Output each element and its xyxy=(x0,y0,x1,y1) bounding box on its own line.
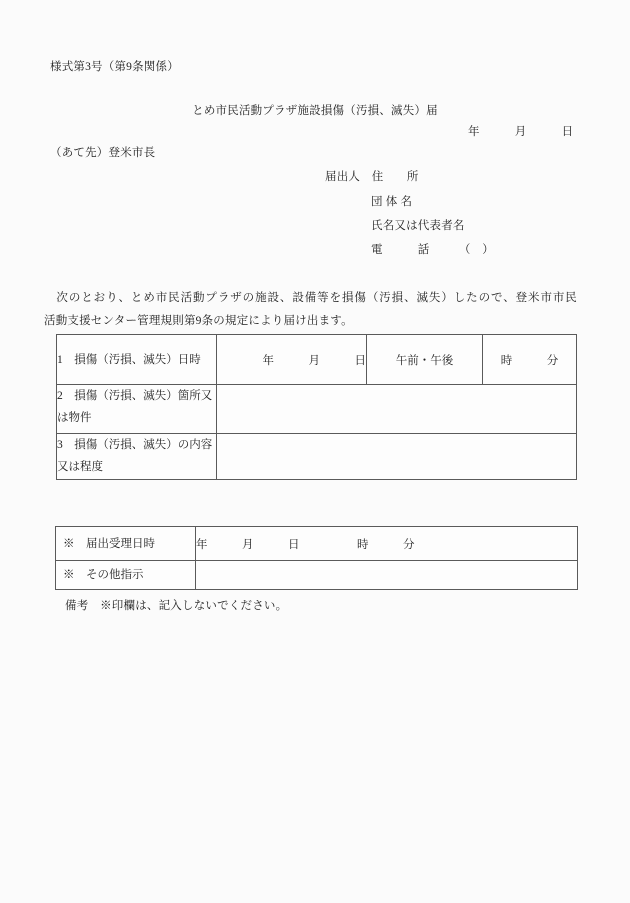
acceptance-table xyxy=(55,526,578,590)
damage-table xyxy=(56,334,577,480)
damage-table-row-detail xyxy=(57,434,577,480)
applicant-address-line: 届出人 住 所 xyxy=(325,171,419,183)
acceptance-row-other xyxy=(56,561,578,590)
damage-location-entry-cell xyxy=(217,385,577,434)
damage-table-row-location xyxy=(57,385,577,434)
damage-location-label: 2 損傷（汚損、滅失）箇所又は物件 xyxy=(57,385,217,434)
acceptance-datetime-cell: 年 月 日 時 分 xyxy=(196,527,578,561)
acceptance-other-label: ※ その他指示 xyxy=(56,561,196,590)
acceptance-other-entry-cell xyxy=(196,561,578,590)
damage-ampm-cell: 午前・午後 xyxy=(367,335,483,385)
form-title: とめ市民活動プラザ施設損傷（汚損、滅失）届 xyxy=(192,105,438,117)
damage-time-cell: 時 分 xyxy=(483,335,577,385)
acceptance-datetime-label: ※ 届出受理日時 xyxy=(56,527,196,561)
damage-table-row-datetime xyxy=(57,335,577,385)
remarks-note: 備考 ※印欄は、記入しないでください。 xyxy=(65,600,288,612)
applicant-name-line: 氏名又は代表者名 xyxy=(371,220,465,232)
acceptance-row-datetime xyxy=(56,527,578,561)
body-text-line2: 活動支援センター管理規則第9条の規定により届け出ます。 xyxy=(44,315,353,327)
addressee: （あて先）登米市長 xyxy=(50,147,156,159)
damage-detail-label: 3 損傷（汚損、滅失）の内容又は程度 xyxy=(57,434,217,480)
damage-datetime-label: 1 損傷（汚損、滅失）日時 xyxy=(57,335,217,385)
damage-detail-entry-cell xyxy=(217,434,577,480)
applicant-org-line: 団 体 名 xyxy=(371,196,413,208)
body-text-line1: 次のとおり、とめ市民活動プラザの施設、設備等を損傷（汚損、滅失）したので、登米市市民 xyxy=(44,292,577,304)
damage-date-cell: 年 月 日 xyxy=(217,335,367,385)
submission-date-line: 年 月 日 xyxy=(468,126,574,138)
form-number: 様式第3号（第9条関係） xyxy=(50,61,179,73)
applicant-phone-line: 電 話 （ ） xyxy=(371,244,494,256)
